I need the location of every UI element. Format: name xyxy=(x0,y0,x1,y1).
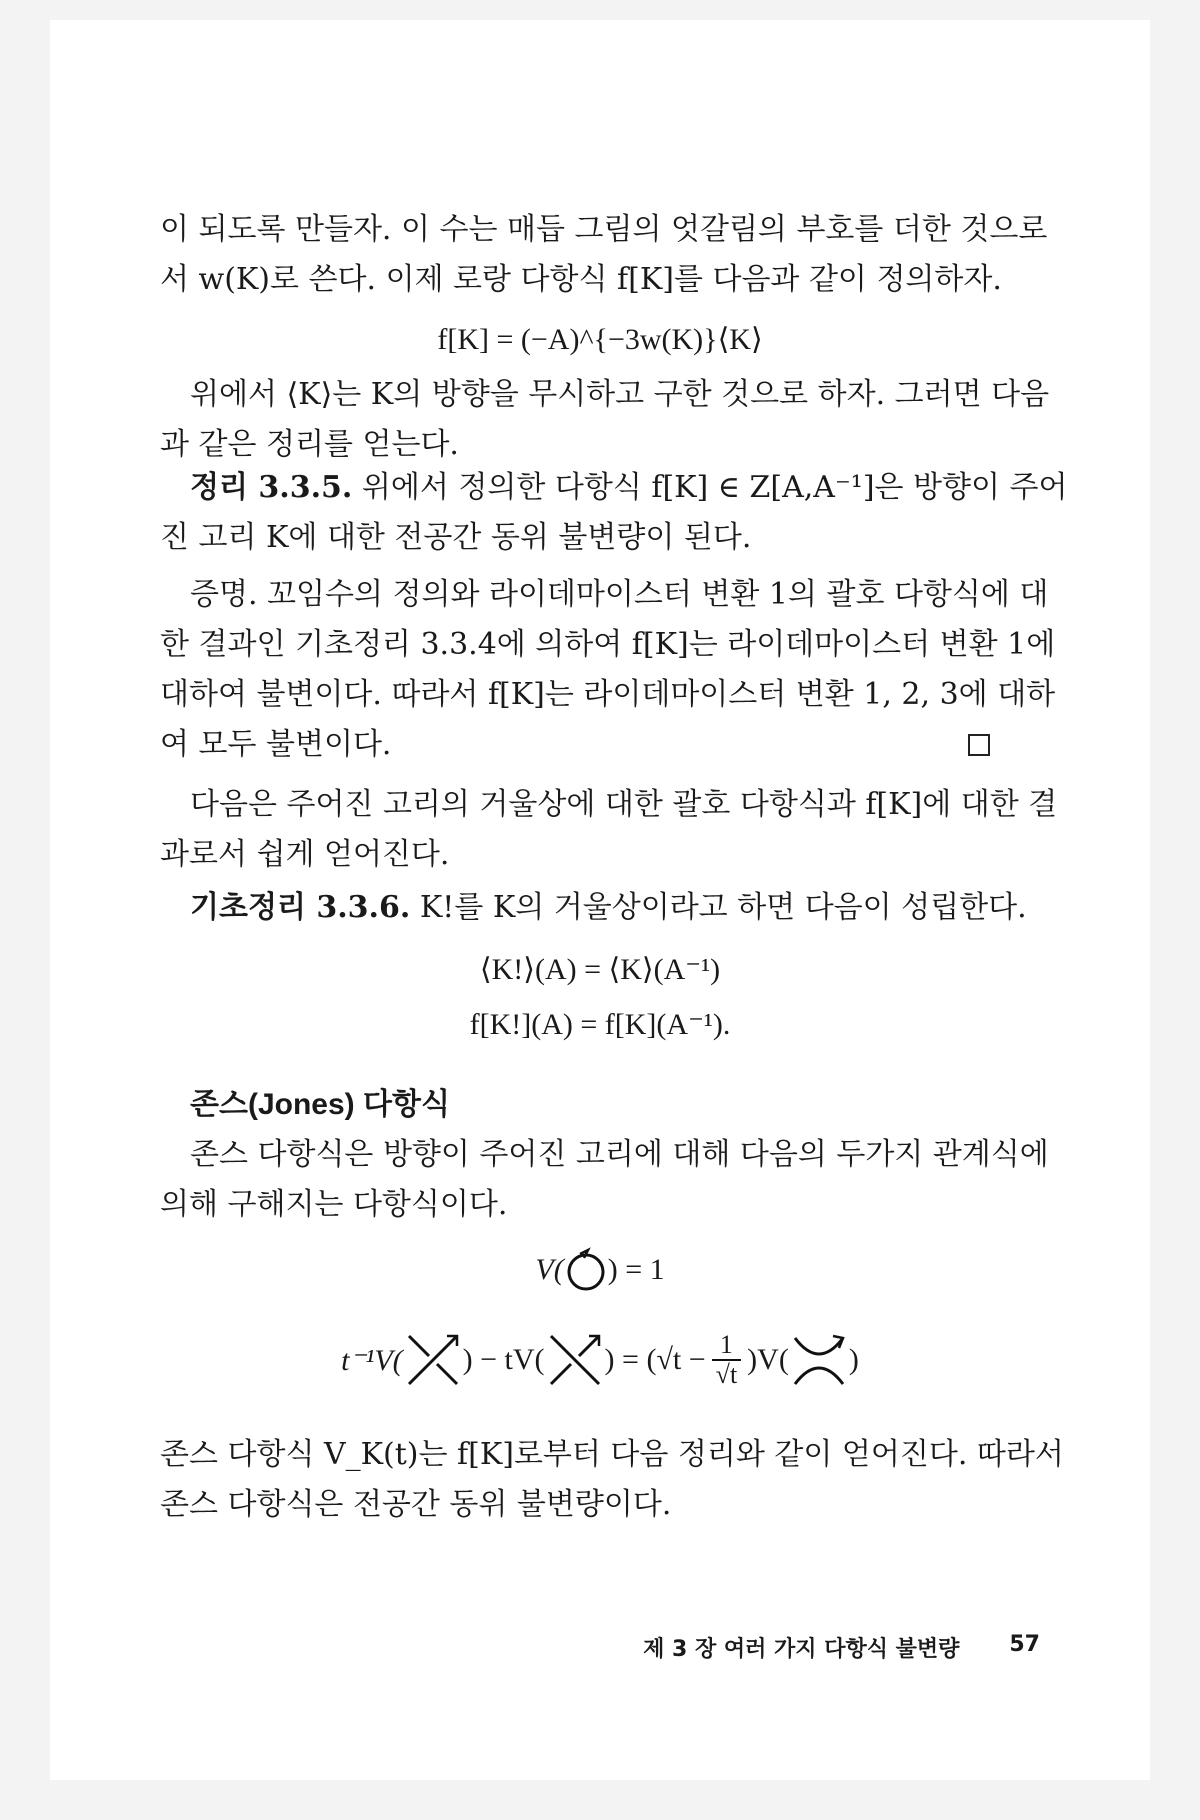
page-footer xyxy=(643,1632,1040,1663)
proof-line3: 대하여 불변이다. 따라서 f[K]는 라이데마이스터 변환 1, 2, 3에 대하 xyxy=(160,677,1056,712)
paragraph1-line1: 이 되도록 만들자. 이 수는 매듭 그림의 엇갈림의 부호를 더한 것으로 xyxy=(160,212,1048,247)
proof-line1: 증명. 꼬임수의 정의와 라이데마이스터 변환 1의 괄호 다항식에 대 xyxy=(190,577,1049,612)
paragraph2-line1: 위에서 ⟨K⟩는 K의 방향을 무시하고 구한 것으로 하자. 그러면 다음 xyxy=(190,377,1050,412)
lemma-label: 기초정리 3.3.6. xyxy=(190,890,411,925)
paragraph1-line2: 서 w(K)로 쓴다. 이제 로랑 다항식 f[K]를 다음과 같이 정의하자. xyxy=(160,262,1002,297)
paragraph5-line1: 존스 다항식 V_K(t)는 f[K]로부터 다음 정리와 같이 얻어진다. 따라서 xyxy=(160,1437,1064,1472)
paragraph4-line1: 존스 다항식은 방향이 주어진 고리에 대해 다음의 두가지 관계식에 xyxy=(190,1137,1049,1172)
lemma-line xyxy=(190,888,1090,928)
theorem-line2: 진 고리 K에 대한 전공간 동위 불변량이 된다. xyxy=(160,520,752,555)
negative-crossing-icon xyxy=(545,1330,605,1390)
fraction: $\frac{1}{√t}$ xyxy=(712,1331,742,1389)
paragraph3-line2: 과로서 쉽게 얻어진다. xyxy=(160,837,450,872)
unknot-circle-icon xyxy=(564,1245,608,1295)
paragraph4-line2: 의해 구해지는 다항식이다. xyxy=(160,1187,508,1222)
equation-mirror-bracket: ⟨K!⟩(A) = ⟨K⟩(A⁻¹) xyxy=(479,953,721,986)
smoothing-icon xyxy=(789,1330,849,1390)
qed-square-icon xyxy=(968,734,990,756)
proof-line4: 여 모두 불변이다. xyxy=(160,727,392,762)
equation-skein-relation: t⁻¹V( ) − tV( ) = (√t − $\frac{1}{√t}$ )V( ) xyxy=(341,1330,859,1389)
chapter-title: 제 3 장 여러 가지 다항식 불변량 xyxy=(643,1637,960,1662)
lemma-text: K!를 K의 거울상이라고 하면 다음이 성립한다. xyxy=(419,890,1027,925)
theorem-text: 위에서 정의한 다항식 f[K] ∈ Z[A,A⁻¹]은 방향이 주어 xyxy=(361,470,1068,505)
page-number: 57 xyxy=(1009,1632,1040,1657)
positive-crossing-icon xyxy=(403,1330,463,1390)
section-title: 존스(Jones) 다항식 xyxy=(190,1088,450,1121)
proof-line2: 한 결과인 기초정리 3.3.4에 의하여 f[K]는 라이데마이스터 변환 1에 xyxy=(160,627,1056,662)
paragraph5-line2: 존스 다항식은 전공간 동위 불변량이다. xyxy=(160,1487,672,1522)
book-page xyxy=(50,20,1150,1780)
equation-unknot: V( ) = 1 xyxy=(50,1240,1150,1300)
equation-f-definition: f[K] = (−A)^{−3w(K)}⟨K⟩ xyxy=(437,323,763,356)
paragraph3-line1: 다음은 주어진 고리의 거울상에 대한 괄호 다항식과 f[K]에 대한 결 xyxy=(190,787,1058,822)
theorem-label: 정리 3.3.5. xyxy=(190,470,353,505)
theorem-line1 xyxy=(190,468,1090,508)
paragraph2-line2: 과 같은 정리를 얻는다. xyxy=(160,427,459,462)
equation-mirror-f: f[K!](A) = f[K](A⁻¹). xyxy=(469,1008,731,1041)
